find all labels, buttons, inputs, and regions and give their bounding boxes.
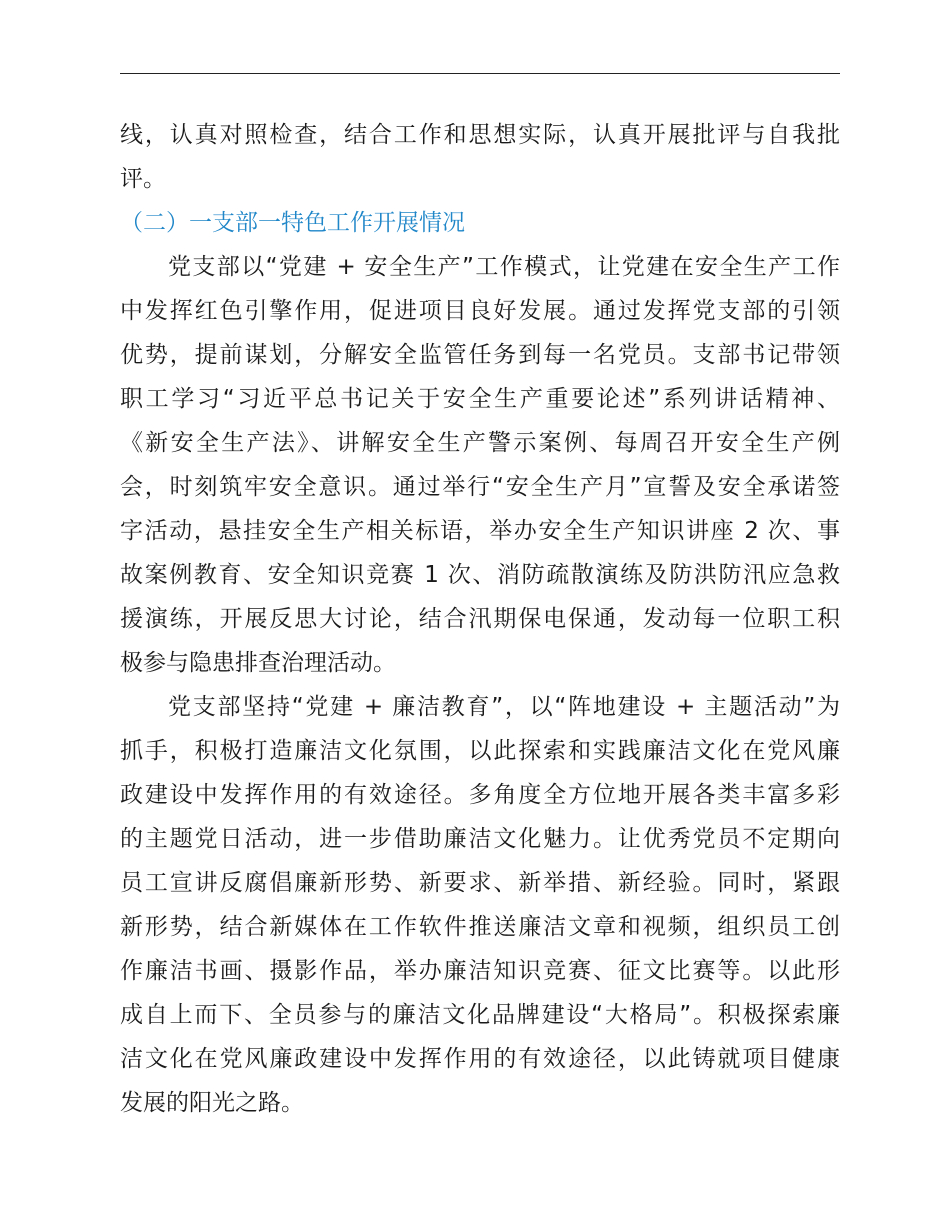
text-line: 极参与隐患排查治理活动。 — [120, 650, 396, 676]
text-line: 字活动，悬挂安全生产相关标语，举办安全生产知识讲座 2 次、事 — [120, 518, 840, 544]
continuation-paragraph — [120, 113, 840, 201]
text-line: 职工学习“习近平总书记关于安全生产重要论述”系列讲话精神、 — [120, 386, 840, 412]
text-line: 线，认真对照检查，结合工作和思想实际，认真开展批评与自我批 — [120, 122, 840, 148]
text-line: 故案例教育、安全知识竞赛 1 次、消防疏散演练及防洪防汛应急救 — [120, 562, 840, 588]
paragraph-safety — [120, 245, 840, 685]
document-body — [120, 113, 840, 1125]
text-line: 党支部坚持“党建 + 廉洁教育”，以“阵地建设 + 主题活动”为 — [168, 694, 840, 720]
text-line: 政建设中发挥作用的有效途径。多角度全方位地开展各类丰富多彩 — [120, 782, 840, 808]
text-line: 会，时刻筑牢安全意识。通过举行“安全生产月”宣誓及安全承诺签 — [120, 474, 840, 500]
text-line: 发展的阳光之路。 — [120, 1090, 304, 1116]
paragraph-integrity — [120, 685, 840, 1125]
text-line: 作廉洁书画、摄影作品，举办廉洁知识竞赛、征文比赛等。以此形 — [120, 958, 840, 984]
text-line: 援演练，开展反思大讨论，结合汛期保电保通，发动每一位职工积 — [120, 606, 840, 632]
text-line: 员工宣讲反腐倡廉新形势、新要求、新举措、新经验。同时，紧跟 — [120, 870, 840, 896]
text-line: 抓手，积极打造廉洁文化氛围，以此探索和实践廉洁文化在党风廉 — [120, 738, 840, 764]
text-line: 洁文化在党风廉政建设中发挥作用的有效途径，以此铸就项目健康 — [120, 1046, 840, 1072]
text-line: 评。 — [120, 166, 166, 192]
text-line: 《新安全生产法》、讲解安全生产警示案例、每周召开安全生产例 — [120, 430, 840, 456]
text-line: 的主题党日活动，进一步借助廉洁文化魅力。让优秀党员不定期向 — [120, 826, 840, 852]
text-line: 新形势，结合新媒体在工作软件推送廉洁文章和视频，组织员工创 — [120, 914, 840, 940]
section-heading: （二）一支部一特色工作开展情况 — [120, 210, 465, 236]
text-line: 党支部以“党建 + 安全生产”工作模式，让党建在安全生产工作 — [168, 254, 840, 280]
text-line: 中发挥红色引擎作用，促进项目良好发展。通过发挥党支部的引领 — [120, 298, 840, 324]
header-rule — [120, 73, 840, 74]
text-line: 成自上而下、全员参与的廉洁文化品牌建设“大格局”。积极探索廉 — [120, 1002, 840, 1028]
text-line: 优势，提前谋划，分解安全监管任务到每一名党员。支部书记带领 — [120, 342, 840, 368]
